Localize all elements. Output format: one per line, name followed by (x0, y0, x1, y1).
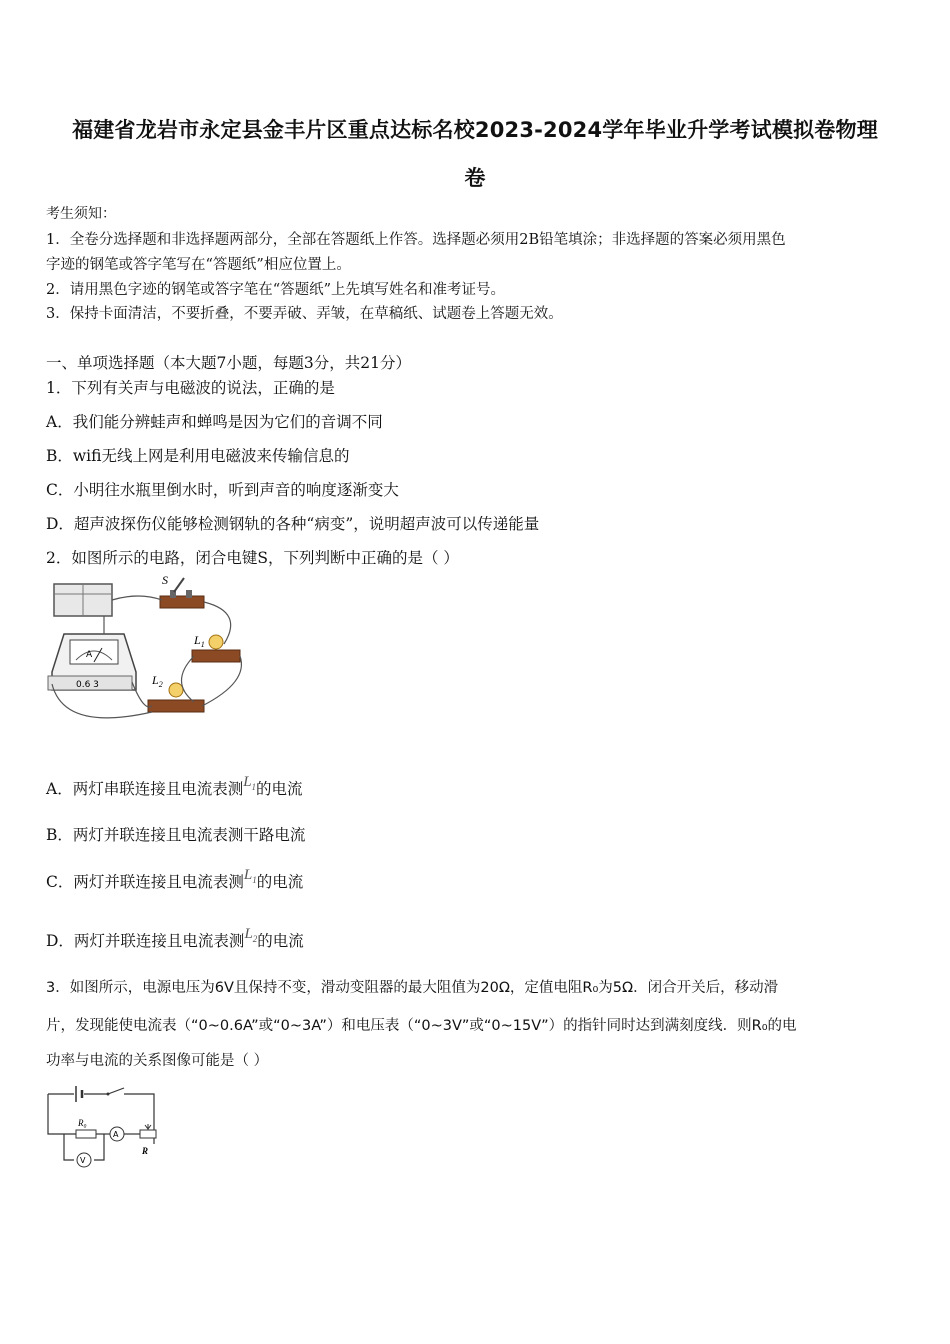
question-2-option-d (46, 926, 304, 952)
question-3-line-3: 功率与电流的关系图像可能是（ ） (46, 1053, 269, 1069)
switch-symbol-icon (107, 1088, 125, 1096)
question-3-line-1: 3．如图所示，电源电压为6V且保持不变，滑动变阻器的最大阻值为20Ω，定值电阻R₀为5Ω．闭合开关后，移动滑 (46, 980, 779, 996)
notice-heading: 考生须知： (46, 206, 116, 222)
ammeter-symbol-icon (110, 1127, 124, 1141)
section-heading: 一、单项选择题（本大题7小题，每题3分，共21分） (46, 354, 411, 372)
lamp-l1-label: L (194, 633, 201, 647)
option-a-text: A．两灯串联连接且电流表测 (46, 780, 244, 798)
switch-icon (160, 573, 204, 608)
svg-text:L1 (193, 633, 205, 649)
option-c-suffix: 的电流 (256, 873, 304, 891)
lamp-l2-sub: 2 (158, 680, 163, 689)
r0-label: R₀ (78, 1118, 87, 1128)
option-c-text: C．两灯并联连接且电流表测 (46, 873, 244, 891)
question-3-line-2: 片，发现能使电流表（“0~0.6A”或“0~3A”）和电压表（“0~3V”或“0~15V”）的指针同时达到满刻度线．则R₀的电 (46, 1018, 797, 1034)
resistor-r0-icon (76, 1118, 96, 1138)
option-d-text: D．两灯并联连接且电流表测 (46, 932, 245, 950)
battery-icon (54, 584, 112, 616)
lamp-l1-icon (192, 633, 240, 662)
battery-symbol-icon (76, 1086, 82, 1102)
lamp-l2-label: L (152, 673, 159, 687)
page-title-continued: 卷 (464, 166, 486, 190)
option-a-lamp-symbol: $L_1$ (243, 774, 257, 792)
notice-item-2: 2．请用黑色字迹的钢笔或答字笔在“答题纸”上先填写姓名和准考证号。 (46, 282, 506, 298)
voltmeter-symbol-label: V (80, 1156, 86, 1165)
question-1-option-b: B．wifi无线上网是利用电磁波来传输信息的 (46, 447, 350, 465)
option-c-lamp-symbol: $L_1$ (243, 867, 257, 885)
question-2-option-a (46, 774, 303, 800)
lamp-l2-icon (148, 673, 204, 712)
question-2-stem: 2．如图所示的电路，闭合电键S，下列判断中正确的是（ ） (46, 549, 459, 567)
circuit-figure-q3 (44, 1080, 168, 1172)
question-1-option-a: A．我们能分辨蛙声和蝉鸣是因为它们的音调不同 (46, 413, 383, 431)
circuit-figure-q2 (44, 572, 252, 742)
notice-item-1-cont: 字迹的钢笔或答字笔写在“答题纸”相应位置上。 (46, 257, 351, 273)
notice-item-3: 3．保持卡面清洁，不要折叠，不要弄破、弄皱，在草稿纸、试题卷上答题无效。 (46, 306, 563, 322)
question-1-option-c: C．小明往水瓶里倒水时，听到声音的响度逐渐变大 (46, 481, 399, 499)
option-a-suffix: 的电流 (256, 780, 303, 798)
question-2-option-b: B．两灯并联连接且电流表测干路电流 (46, 826, 306, 844)
option-d-lamp-symbol: $L_2$ (244, 926, 258, 944)
svg-text:L2 (151, 673, 163, 689)
option-d-suffix: 的电流 (257, 932, 304, 950)
page-title: 福建省龙岩市永定县金丰片区重点达标名校2023-2024学年毕业升学考试模拟卷物理 (72, 118, 878, 142)
lamp-l1-sub: 1 (200, 640, 205, 649)
question-2-option-c (46, 867, 304, 893)
voltmeter-symbol-icon (77, 1153, 91, 1167)
question-1-stem: 1．下列有关声与电磁波的说法，正确的是 (46, 379, 335, 397)
rheostat-label: R (142, 1146, 149, 1156)
circuit-q3-wires (48, 1094, 154, 1160)
question-1-option-d: D．超声波探伤仪能够检测钢轨的各种“病变”，说明超声波可以传递能量 (46, 515, 540, 533)
ammeter-symbol-label: A (113, 1130, 119, 1139)
notice-item-1: 1．全卷分选择题和非选择题两部分，全部在答题纸上作答。选择题必须用2B铅笔填涂；非选择题的答案必须用黑色 (46, 232, 786, 248)
ammeter-scale: 0.6 3 (76, 680, 99, 690)
switch-label: S (162, 573, 168, 587)
ammeter-label: A (86, 650, 93, 660)
ammeter-icon (48, 634, 136, 690)
